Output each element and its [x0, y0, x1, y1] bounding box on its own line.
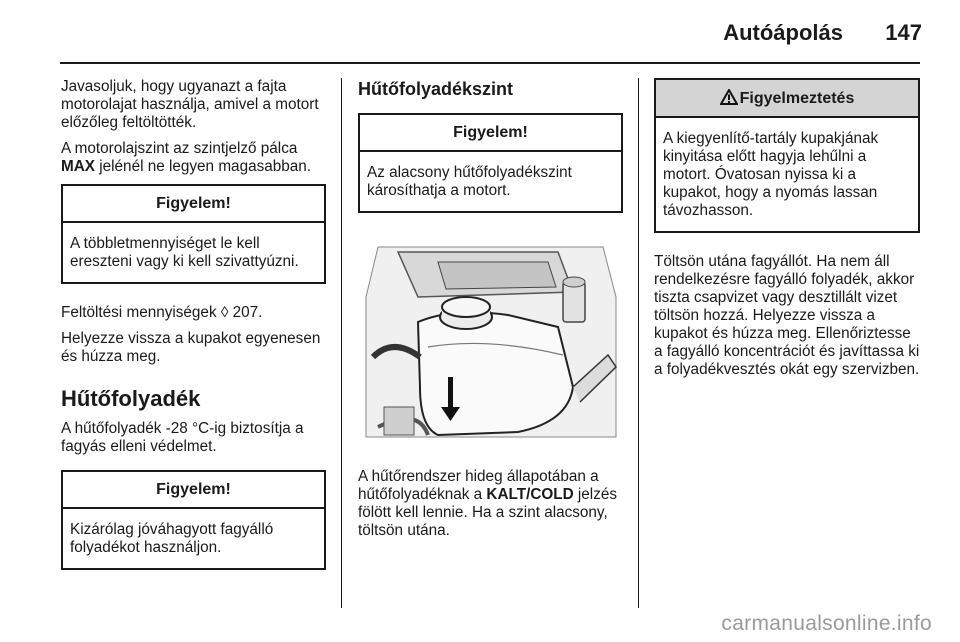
paragraph: A hűtőfolyadék -28 °C-ig biztosítja a fagyás elleni védelmet.	[61, 420, 304, 455]
page-header	[0, 18, 960, 54]
paragraph: Helyezze vissza a kupakot egyenesen és húzza meg.	[61, 330, 321, 365]
caution-box	[61, 184, 326, 284]
caution-title: Figyelem!	[63, 186, 324, 223]
coolant-reservoir-illustration	[358, 237, 623, 447]
caution-body: A többletmennyiséget le kell ereszteni vagy ki kell szivattyúzni.	[70, 235, 299, 270]
column-3	[654, 78, 920, 387]
caution-body: Kizárólag jóváhagyott fagyálló folyadékot használjon.	[70, 521, 274, 556]
warning-header	[656, 80, 918, 118]
caution-title: Figyelem!	[63, 472, 324, 509]
caption-text: jelzés fölött kell lennie. Ha a szint alacsony, töltsön utána.	[358, 486, 618, 539]
watermark: carmanualsonline.info	[721, 612, 932, 635]
page-number: 147	[885, 20, 922, 45]
figure-caption	[358, 468, 623, 540]
warning-box	[654, 78, 920, 233]
paragraph	[61, 140, 326, 176]
column-2	[358, 78, 623, 548]
paragraph: Javasoljuk, hogy ugyanazt a fajta motorolajat használja, amivel a motort előzőleg feltöltötték.	[61, 78, 319, 131]
header-rule	[60, 62, 920, 64]
cold-label: KALT/COLD	[486, 486, 574, 503]
paragraph: Töltsön utána fagyállót. Ha nem áll rendelkezésre fagyálló folyadék, akkor tiszta csapvizet vagy desztillált vizet töltsön hozzá. Helyezze vissza a kupakot és húzza meg. Ellenőriztesse a fagyálló koncentrációt és javíttassa ki a folyadékvesztés okát egy szervizben.	[654, 253, 920, 378]
page-title: Autóápolás	[723, 20, 843, 45]
column-divider-2	[638, 78, 639, 608]
warning-body: A kiegyenlítő-tartály kupakjának kinyitása előtt hagyja lehűlni a motort. Óvatosan nyissa ki a kupakot, hogy a nyomás lassan távozhasson.	[663, 130, 879, 219]
caution-box	[61, 470, 326, 570]
column-divider-1	[341, 78, 342, 608]
paragraph: Feltöltési mennyiségek ◊ 207.	[61, 304, 263, 321]
section-title: Hűtőfolyadék	[61, 386, 201, 411]
paragraph-text: jelénél ne legyen magasabban.	[95, 158, 312, 175]
max-label: MAX	[61, 158, 95, 175]
caution-body: Az alacsony hűtőfolyadékszint károsíthatja a motort.	[367, 164, 572, 199]
caption-text: A hűtőrendszer hideg állapotában a hűtőfolyadéknak a	[358, 468, 599, 503]
warning-title: Figyelmeztetés	[739, 90, 855, 107]
warning-triangle-icon	[720, 89, 738, 105]
column-1	[61, 78, 326, 584]
caution-box	[358, 113, 623, 213]
caution-title: Figyelem!	[360, 115, 621, 152]
paragraph-text: A motorolajszint az szintjelző pálca	[61, 140, 298, 157]
subsection-title: Hűtőfolyadékszint	[358, 79, 514, 99]
